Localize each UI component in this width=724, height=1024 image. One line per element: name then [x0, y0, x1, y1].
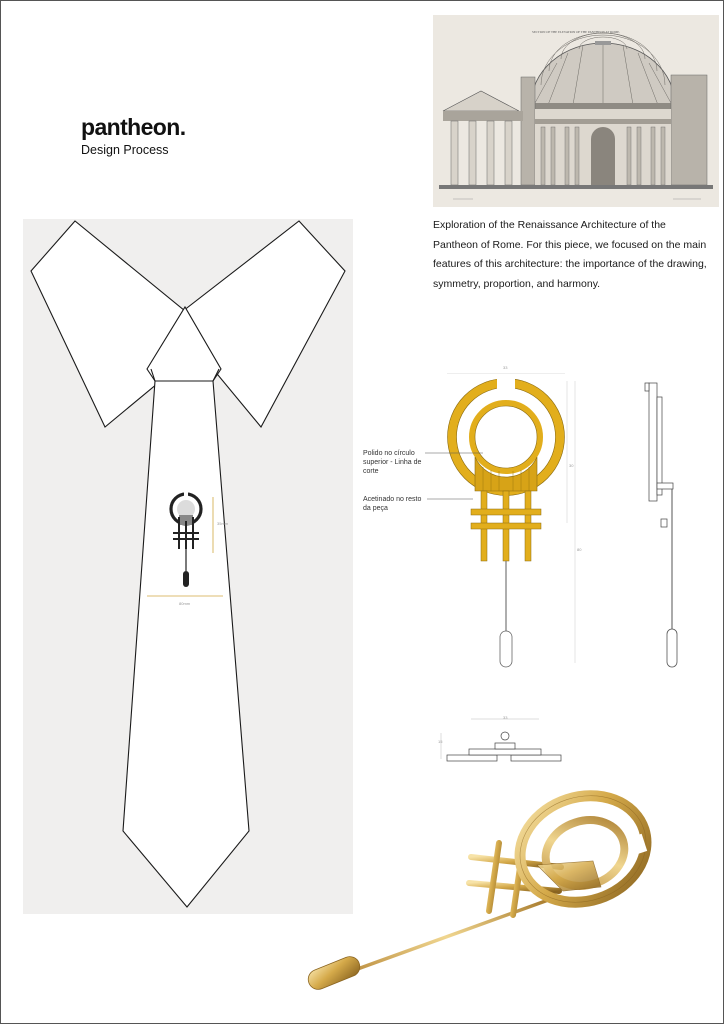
dim-height-upper: 30: [569, 463, 574, 468]
label-satin: Acetinado no resto da peça: [363, 496, 422, 512]
pantheon-engraving: [433, 15, 719, 207]
plan-view-drawing: [435, 715, 575, 771]
tie-dim-height: 35mm: [217, 521, 229, 526]
page-subtitle: Design Process: [81, 143, 169, 157]
description-text: Exploration of the Renaissance Architecture of the Pantheon of Rome. For this piece, we focused on the main features of this architecture: the importance of the drawing, symmetry, proportion, and harmony.: [433, 219, 707, 290]
label-polished: Polido no círculo superior - Linha de corte: [363, 450, 422, 475]
dim-plan-depth: 15: [438, 739, 443, 744]
dim-height-total: 80: [577, 547, 582, 552]
dim-plan-width: 33: [503, 715, 508, 720]
engraving-caption: SECTION OF THE ELEVATION OF THE PANTHEON AT ROME.: [531, 30, 621, 34]
front-view-drawing: [439, 373, 585, 673]
leader-lines: [401, 447, 491, 507]
tie-dim-width: 80mm: [179, 601, 191, 606]
side-view-drawing: [637, 377, 687, 673]
gold-pin-render: [301, 787, 711, 1019]
page-title: pantheon.: [81, 114, 186, 140]
dim-top-width: 33: [503, 365, 508, 370]
